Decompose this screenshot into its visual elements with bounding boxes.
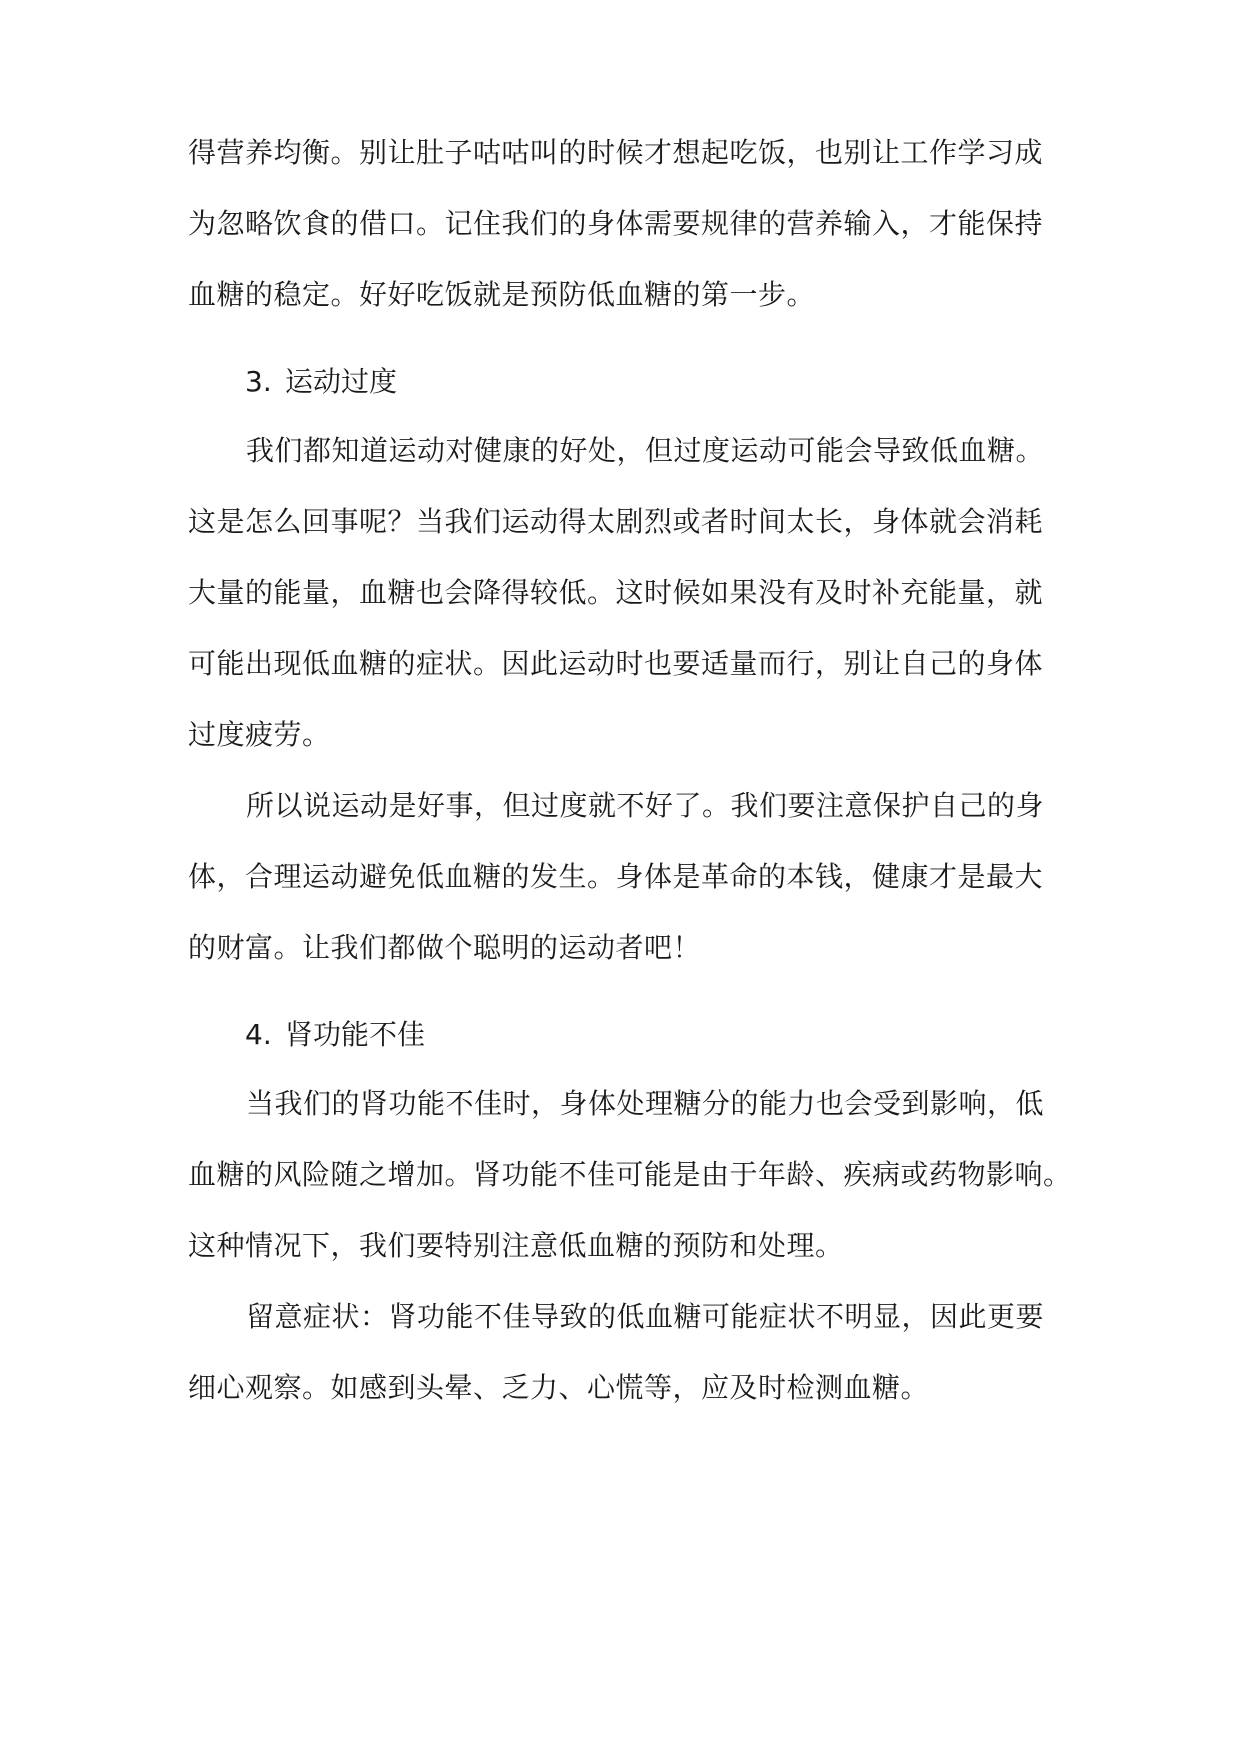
section-heading xyxy=(245,1017,425,1053)
paragraph-line: 为忽略饮食的借口。记住我们的身体需要规律的营养输入，才能保持 xyxy=(188,207,1044,240)
paragraph-line: 留意症状：肾功能不佳导致的低血糖可能症状不明显，因此更要 xyxy=(246,1300,1045,1333)
paragraph-line: 大量的能量，血糖也会降得较低。这时候如果没有及时补充能量，就 xyxy=(188,576,1044,609)
paragraph-line: 这是怎么回事呢？当我们运动得太剧烈或者时间太长，身体就会消耗 xyxy=(188,505,1044,538)
paragraph-line: 体，合理运动避免低血糖的发生。身体是革命的本钱，健康才是最大 xyxy=(188,860,1044,893)
paragraph-line: 这种情况下，我们要特别注意低血糖的预防和处理。 xyxy=(188,1229,844,1262)
section-number: 3. xyxy=(245,365,272,398)
paragraph-line: 所以说运动是好事，但过度就不好了。我们要注意保护自己的身 xyxy=(246,789,1045,822)
paragraph-line: 血糖的风险随之增加。肾功能不佳可能是由于年龄、疾病或药物影响。 xyxy=(188,1158,1072,1191)
paragraph-line: 我们都知道运动对健康的好处，但过度运动可能会导致低血糖。 xyxy=(246,434,1045,467)
paragraph-line: 的财富。让我们都做个聪明的运动者吧！ xyxy=(188,931,702,964)
section-title: 运动过度 xyxy=(285,365,398,398)
paragraph-line: 过度疲劳。 xyxy=(188,718,331,751)
section-title: 肾功能不佳 xyxy=(285,1018,426,1051)
paragraph-line: 可能出现低血糖的症状。因此运动时也要适量而行，别让自己的身体 xyxy=(188,647,1044,680)
paragraph-line: 得营养均衡。别让肚子咕咕叫的时候才想起吃饭，也别让工作学习成 xyxy=(188,136,1044,169)
paragraph-line: 当我们的肾功能不佳时，身体处理糖分的能力也会受到影响，低 xyxy=(246,1087,1045,1120)
section-heading xyxy=(245,364,397,400)
paragraph-line: 血糖的稳定。好好吃饭就是预防低血糖的第一步。 xyxy=(188,278,816,311)
paragraph-line: 细心观察。如感到头晕、乏力、心慌等，应及时检测血糖。 xyxy=(188,1371,930,1404)
section-number: 4. xyxy=(245,1018,272,1051)
